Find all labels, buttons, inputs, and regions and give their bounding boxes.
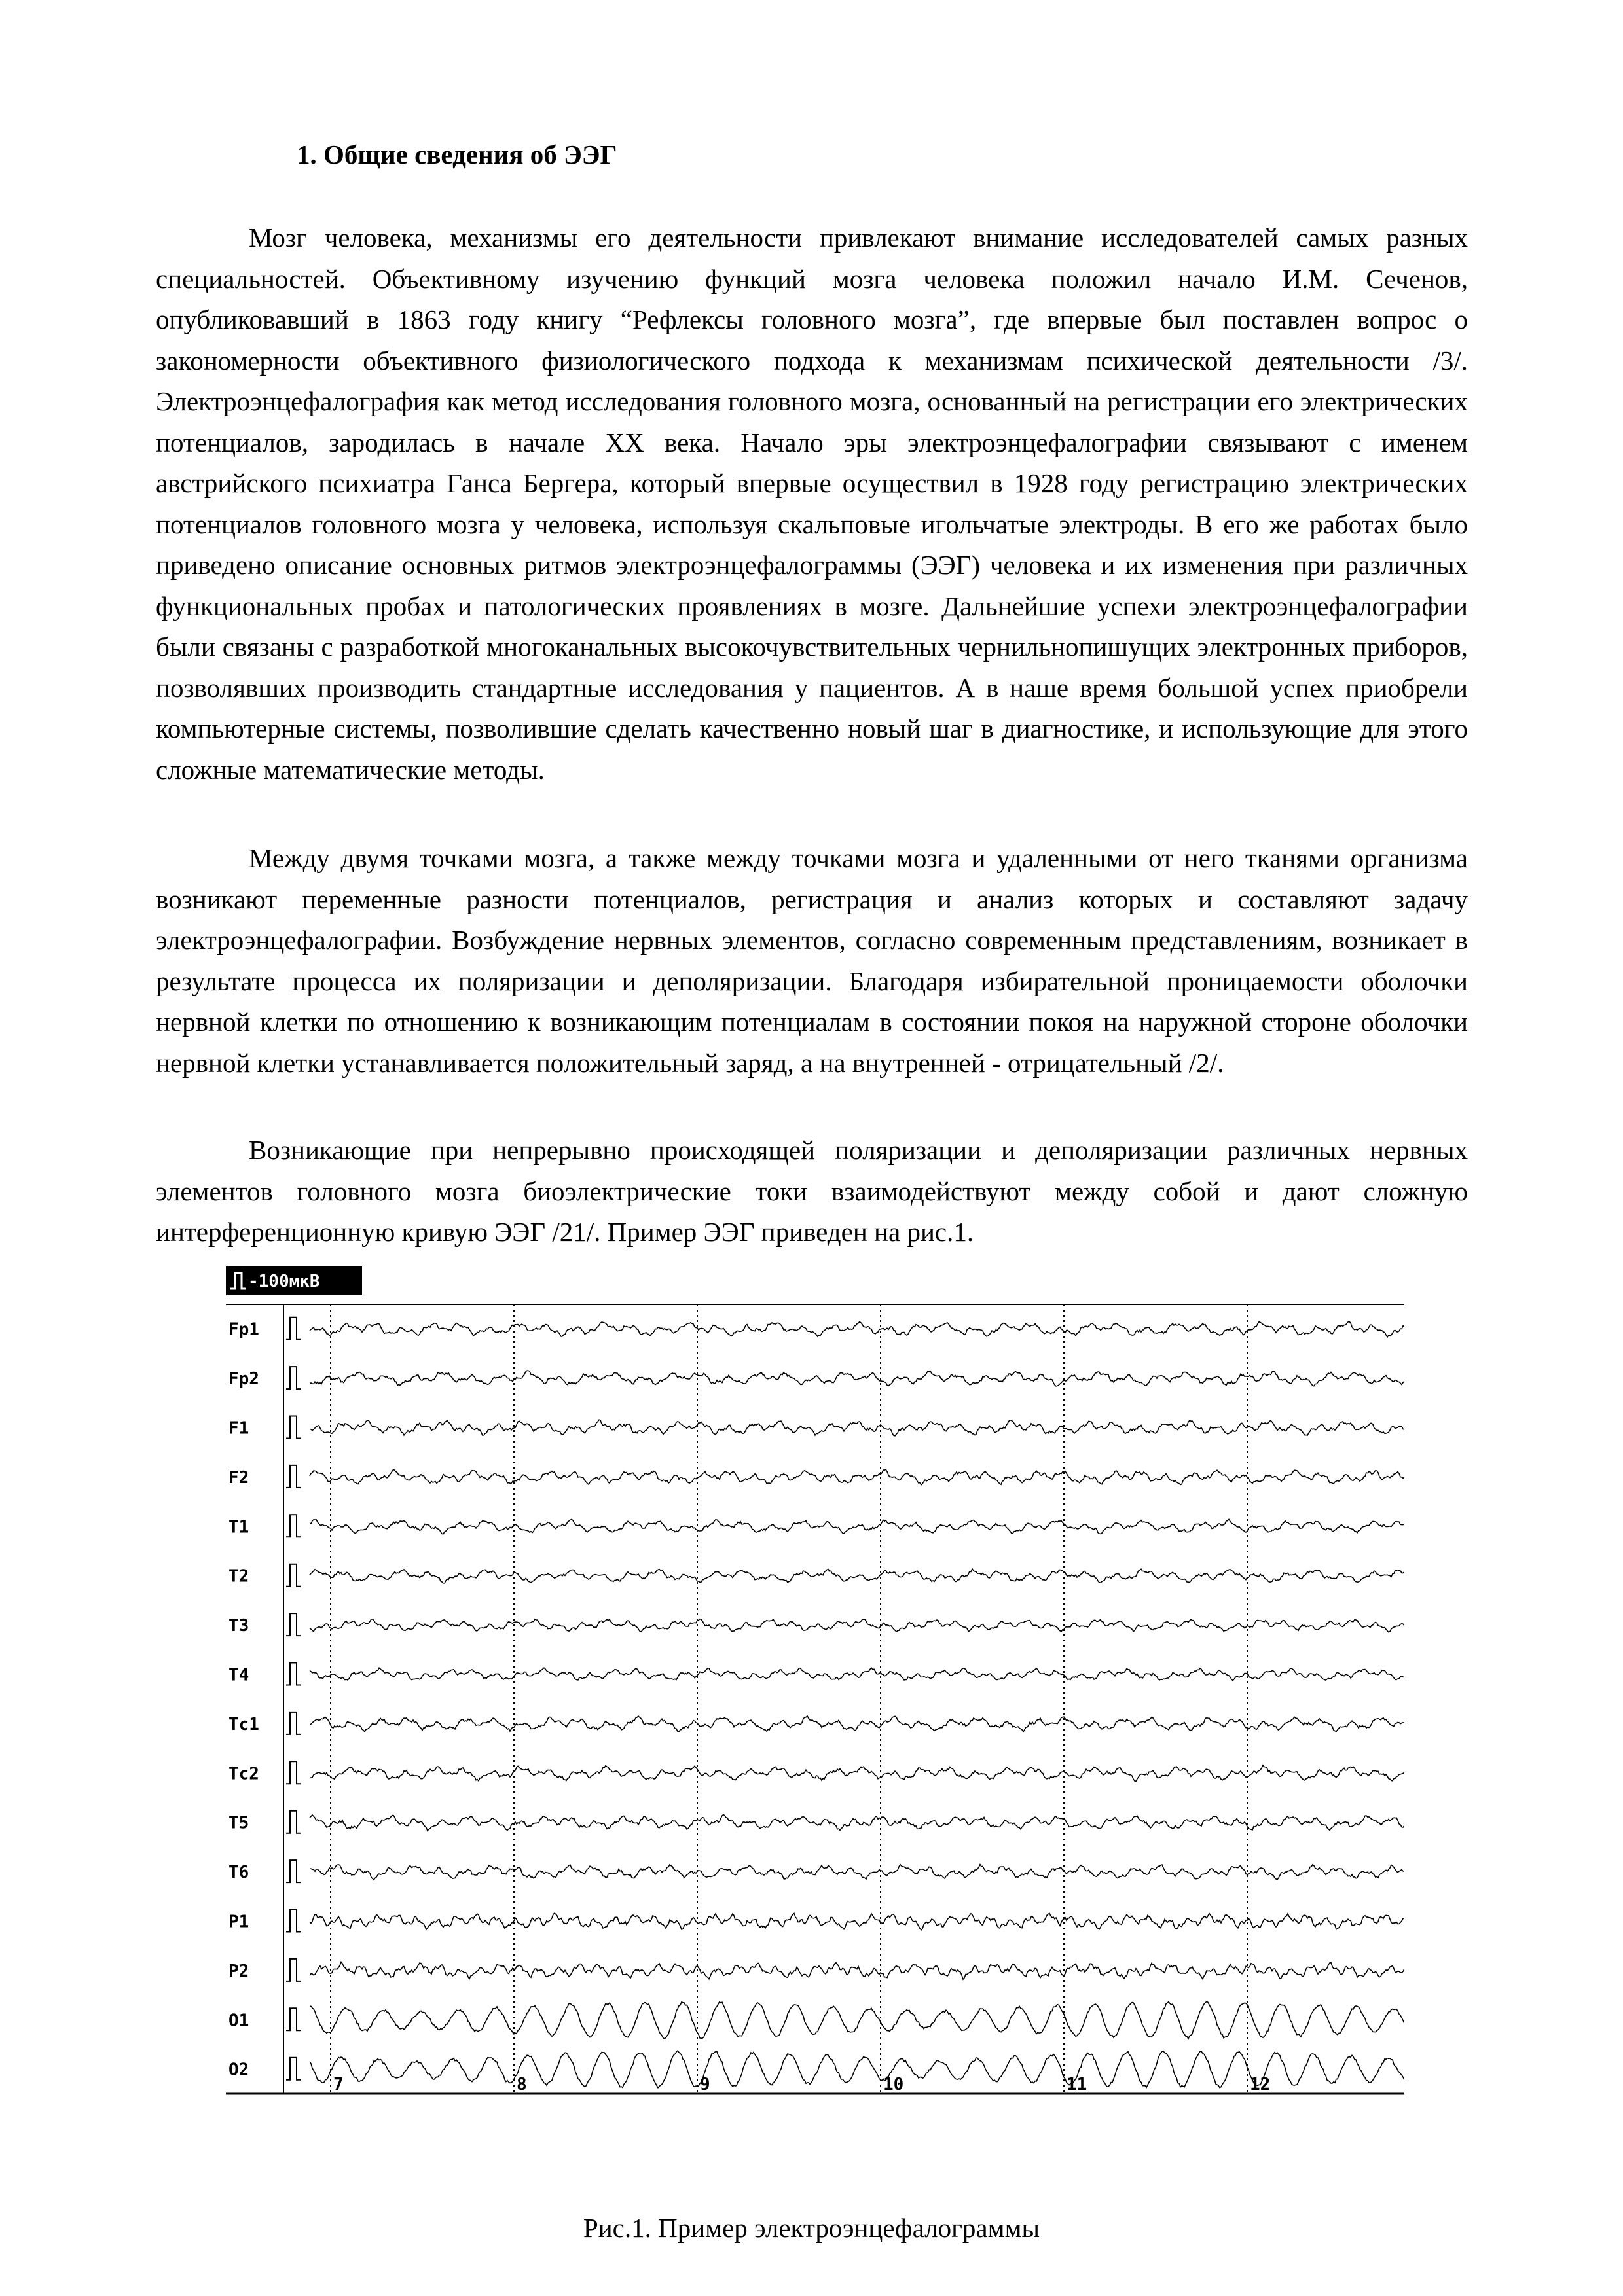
channel-waveform bbox=[310, 1913, 1404, 1930]
channel-label: P1 bbox=[228, 1912, 249, 1932]
channel-waveform bbox=[310, 1519, 1404, 1534]
channel-label: T2 bbox=[228, 1566, 249, 1587]
time-mark-label: 7 bbox=[333, 2075, 344, 2094]
calibration-pulse bbox=[286, 1613, 301, 1636]
calibration-pulse bbox=[286, 1564, 301, 1587]
calibration-pulse bbox=[286, 2058, 301, 2080]
calibration-pulse bbox=[286, 1761, 301, 1784]
channel-label: Fp1 bbox=[228, 1319, 259, 1340]
eeg-channels bbox=[228, 1318, 1404, 2088]
channel-label: T1 bbox=[228, 1517, 249, 1537]
paragraph-3 bbox=[156, 1130, 1468, 1253]
calibration-pulse bbox=[286, 1910, 301, 1932]
channel-waveform bbox=[310, 1420, 1404, 1436]
calibration-pulse bbox=[286, 1367, 301, 1389]
channel-label: T3 bbox=[228, 1616, 249, 1636]
calibration-pulse bbox=[286, 1811, 301, 1833]
channel-waveform bbox=[310, 1765, 1404, 1782]
channel-waveform bbox=[310, 1668, 1404, 1680]
channel-label: Tc1 bbox=[228, 1714, 259, 1734]
channel-label: Tc2 bbox=[228, 1764, 259, 1784]
channel-label: P2 bbox=[228, 1961, 249, 1981]
calibration-pulse bbox=[286, 1860, 301, 1882]
scale-bar bbox=[226, 1266, 362, 1295]
channel-label: O1 bbox=[228, 2011, 249, 2031]
calibration-pulse bbox=[286, 1663, 301, 1685]
figure-caption: Рис.1. Пример электроэнцефалограммы bbox=[583, 2213, 1040, 2243]
calibration-pulse bbox=[286, 1465, 301, 1488]
eeg-figure bbox=[226, 1266, 1404, 2104]
channel-waveform bbox=[310, 1814, 1404, 1831]
time-mark-label: 8 bbox=[517, 2075, 527, 2094]
calibration-pulse bbox=[286, 1959, 301, 1981]
paragraph-2 bbox=[156, 838, 1468, 1083]
channel-waveform bbox=[310, 1865, 1404, 1880]
channel-waveform bbox=[310, 1569, 1404, 1583]
scale-bar-label: -100мкВ bbox=[248, 1272, 320, 1291]
channel-label: O2 bbox=[228, 2060, 249, 2080]
channel-label: F1 bbox=[228, 1418, 249, 1439]
paragraph-3-text: Возникающие при непрерывно происходящей поляризации и деполяризации различных нервных элементов головного мозга биоэлектрические токи взаимодействуют между собой и дают сложную интерференционную кривую ЭЭГ /21/. Пример ЭЭГ приведен на рис.1. bbox=[156, 1135, 1468, 1247]
time-mark-label: 11 bbox=[1067, 2075, 1087, 2094]
channel-waveform bbox=[310, 1321, 1404, 1337]
time-mark-label: 10 bbox=[883, 2075, 904, 2094]
paragraph-1 bbox=[156, 217, 1468, 790]
channel-label: T4 bbox=[228, 1665, 249, 1685]
channel-label: T5 bbox=[228, 1813, 249, 1833]
paragraph-2-text: Между двумя точками мозга, а также между точками мозга и удаленными от него тканями организма возникают переменные разности потенциалов, регистрация и анализ которых и составляют задачу электроэнцефалографии. Возбуждение нервных элементов, согласно современным представлениям, возникает в результате процесса их поляризации и деполяризации. Благодаря избирательной проницаемости оболочки нервной клетки по отношению к возникающим потенциалам в состоянии покоя на наружной стороне оболочки нервной клетки устанавливается положительный заряд, а на внутренней - отрицательный /2/. bbox=[156, 843, 1468, 1078]
channel-waveform bbox=[310, 1371, 1404, 1386]
calibration-pulse bbox=[286, 2008, 301, 2030]
channel-waveform bbox=[310, 2001, 1404, 2039]
time-mark-label: 9 bbox=[700, 2075, 710, 2094]
channel-waveform bbox=[310, 2051, 1404, 2088]
channel-label: T6 bbox=[228, 1863, 249, 1883]
calibration-pulse bbox=[286, 1712, 301, 1734]
calibration-pulse bbox=[286, 1416, 301, 1439]
channel-waveform bbox=[310, 1619, 1404, 1632]
section-heading: 1. Общие сведения об ЭЭГ bbox=[297, 139, 617, 170]
channel-waveform bbox=[310, 1716, 1404, 1732]
channel-label: F2 bbox=[228, 1467, 249, 1488]
paragraph-1-text: Мозг человека, механизмы его деятельности привлекают внимание исследователей самых разных специальностей. Объективному изучению функций мозга человека положил начало И.М. Сеченов, опубликовавший в 1863 году книгу “Рефлексы головного мозга”, где впервые был поставлен вопрос о закономерности объективного физиологического подхода к механизмам психической деятельности /3/. Электроэнцефалография как метод исследования головного мозга, основанный на регистрации его электрических потенциалов, зародилась в начале XX века. Начало эры электроэнцефалографии связывают с именем австрийского психиатра Ганса Бергера, который впервые осуществил в 1928 году регистрацию электрических потенциалов головного мозга у человека, используя скальповые игольчатые электроды. В его же работах было приведено описание основных ритмов электроэнцефалограммы (ЭЭГ) человека и их изменения при различных функциональных пробах и патологических проявлениях в мозге. Дальнейшие успехи электроэнцефалографии были связаны с разработкой многоканальных высокочувствительных чернильнопишущих электронных приборов, позволявших производить стандартные исследования у пациентов. А в наше время большой успех приобрели компьютерные системы, позволившие сделать качественно новый шаг в диагностике, и использующие для этого сложные математические методы. bbox=[156, 223, 1468, 785]
channel-waveform bbox=[310, 1962, 1404, 1980]
calibration-pulse bbox=[286, 1318, 301, 1340]
calibration-pulse bbox=[286, 1515, 301, 1537]
channel-waveform bbox=[310, 1469, 1404, 1485]
time-mark-label: 12 bbox=[1250, 2075, 1271, 2094]
channel-label: Fp2 bbox=[228, 1369, 259, 1390]
